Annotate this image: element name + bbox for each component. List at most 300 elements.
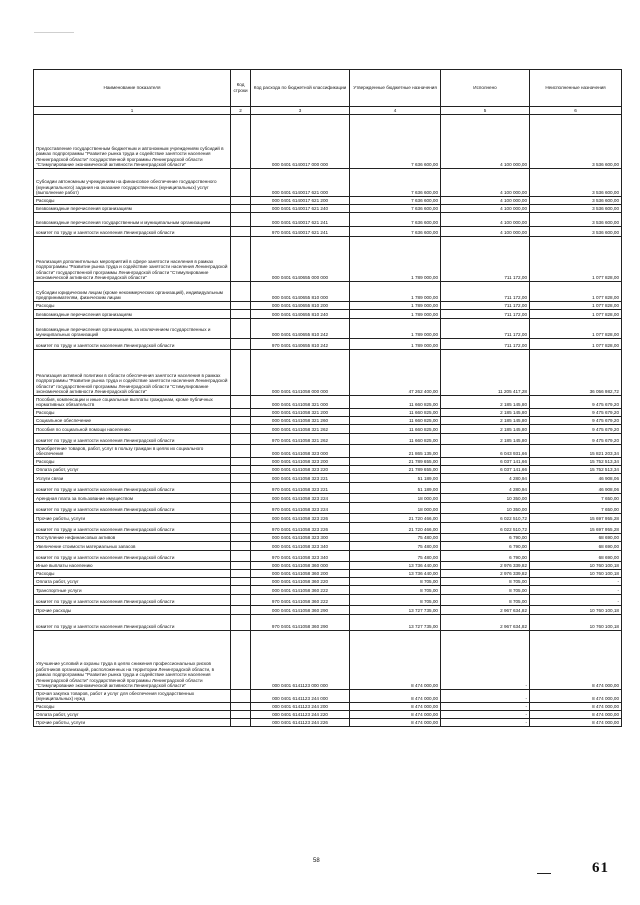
unexecuted-amount: 15 697 955,28 (530, 523, 622, 534)
indicator-name: Безвозмездные перечисления организациям, за исключением государственных и муниципальных организаций (34, 319, 231, 339)
approved-amount: 11 660 825,00 (350, 396, 441, 409)
expense-code: 000 0401 6141058 323 220 (251, 466, 350, 474)
unexecuted-amount: 1 077 828,00 (530, 339, 622, 350)
indicator-name: Расходы (34, 570, 231, 578)
executed-amount: 8 705,00 (441, 595, 530, 606)
line-code (231, 534, 251, 542)
unexecuted-amount: 7 650,00 (530, 503, 622, 514)
table-row (34, 474, 622, 483)
budget-report-sheet (33, 69, 621, 727)
table-row (34, 570, 622, 578)
unexecuted-amount: 9 475 679,20 (530, 396, 622, 409)
line-code (231, 227, 251, 237)
line-code (231, 523, 251, 534)
column-number: 6 (530, 107, 622, 115)
executed-amount: 4 100 000,00 (441, 227, 530, 237)
table-row (34, 551, 622, 562)
stamp-underline (537, 873, 551, 874)
indicator-name: Реализация активной политики в области обеспечения занятости населения в рамках подпрограммы "Развитие рынка труда и содействие занятости населения Ленинградской области" государственной программы Ленинградской области "Стимулирование экономической активности Ленинградской области" (34, 350, 231, 396)
table-row (34, 586, 622, 595)
table-row (34, 494, 622, 503)
table-row (34, 425, 622, 434)
indicator-name: комитет по труду и занятости населения Ленинградской области (34, 227, 231, 237)
unexecuted-amount: 10 760 100,18 (530, 615, 622, 631)
unexecuted-amount: 68 690,00 (530, 542, 622, 551)
unexecuted-amount: 3 536 600,00 (530, 205, 622, 213)
approved-amount: 21 720 466,00 (350, 523, 441, 534)
approved-amount: 11 660 825,00 (350, 417, 441, 425)
indicator-name: Иные выплаты населению (34, 562, 231, 570)
expense-code: 000 0401 6141058 000 000 (251, 350, 350, 396)
executed-amount: 2 185 145,80 (441, 434, 530, 445)
executed-amount: 4 280,94 (441, 474, 530, 483)
table-row (34, 350, 622, 396)
table-row (34, 703, 622, 711)
table-row (34, 319, 622, 339)
approved-amount: 8 474 000,00 (350, 719, 441, 727)
unexecuted-amount: 1 077 828,00 (530, 282, 622, 302)
expense-code: 000 0401 6141058 360 222 (251, 586, 350, 595)
table-row (34, 514, 622, 523)
indicator-name: Безвозмездные перечисления организациям (34, 205, 231, 213)
line-code (231, 631, 251, 690)
executed-amount: 6 037 141,66 (441, 466, 530, 474)
unexecuted-amount: 1 077 828,00 (530, 310, 622, 319)
expense-code: 970 0401 6140017 621 241 (251, 227, 350, 237)
line-code (231, 205, 251, 213)
executed-amount: 4 100 000,00 (441, 169, 530, 197)
expense-code: 000 0401 6141123 244 226 (251, 719, 350, 727)
approved-amount: 8 474 000,00 (350, 703, 441, 711)
line-code (231, 690, 251, 703)
approved-amount: 47 262 400,00 (350, 350, 441, 396)
table-row (34, 523, 622, 534)
indicator-name: Оплата работ, услуг (34, 466, 231, 474)
header-unexecuted: Неисполненные назначения (530, 70, 622, 107)
unexecuted-amount: 68 690,00 (530, 534, 622, 542)
indicator-name: комитет по труду и занятости населения Ленинградской области (34, 615, 231, 631)
indicator-name: Оплата работ, услуг (34, 711, 231, 719)
indicator-name: Безвозмездные перечисления государственным и муниципальным организациям (34, 213, 231, 227)
indicator-name: Пособия по социальной помощи населению (34, 425, 231, 434)
line-code (231, 339, 251, 350)
table-row (34, 396, 622, 409)
unexecuted-amount: 9 475 679,20 (530, 425, 622, 434)
indicator-name: комитет по труду и занятости населения Ленинградской области (34, 339, 231, 350)
unexecuted-amount: 36 056 982,72 (530, 350, 622, 396)
approved-amount: 11 660 825,00 (350, 425, 441, 434)
executed-amount: 711 172,00 (441, 282, 530, 302)
unexecuted-amount: - (530, 578, 622, 586)
executed-amount: - (441, 703, 530, 711)
unexecuted-amount: 15 752 513,34 (530, 458, 622, 466)
executed-amount: - (441, 711, 530, 719)
expense-code: 000 0401 6141058 323 340 (251, 542, 350, 551)
indicator-name: Расходы (34, 197, 231, 205)
table-row (34, 409, 622, 417)
unexecuted-amount: 1 077 828,00 (530, 302, 622, 310)
unexecuted-amount: 3 536 600,00 (530, 213, 622, 227)
expense-code: 000 0401 6140017 621 000 (251, 169, 350, 197)
executed-amount: 6 022 510,72 (441, 523, 530, 534)
expense-code: 970 0401 6141058 323 340 (251, 551, 350, 562)
indicator-name: Приобретение товаров, работ, услуг в пользу граждан в целях их социального обеспечения (34, 445, 231, 458)
executed-amount: 711 172,00 (441, 339, 530, 350)
table-row (34, 445, 622, 458)
unexecuted-amount: 46 908,06 (530, 483, 622, 494)
table-row (34, 578, 622, 586)
executed-amount: 6 037 141,66 (441, 458, 530, 466)
header-expense-code: Код расхода по бюджетной классификации (251, 70, 350, 107)
table-row (34, 711, 622, 719)
line-code (231, 237, 251, 282)
expense-code: 970 0401 6141058 323 226 (251, 523, 350, 534)
line-code (231, 350, 251, 396)
column-number: 3 (251, 107, 350, 115)
unexecuted-amount: 15 821 203,34 (530, 445, 622, 458)
indicator-name: Арендная плата за пользование имуществом (34, 494, 231, 503)
indicator-name: Предоставление государственным бюджетным и автономным учреждениям субсидий в рамках подпрограммы "Развитие рынка труда и содействие занятости населения Ленинградской области" государственной программы Ленинградской области "Стимулирование экономической активности Ленинградской области" (34, 115, 231, 169)
line-code (231, 503, 251, 514)
executed-amount: 2 185 145,80 (441, 417, 530, 425)
handwritten-page-stamp: 61 (592, 860, 609, 876)
executed-amount: 711 172,00 (441, 237, 530, 282)
header-line-code: Код строки (231, 70, 251, 107)
line-code (231, 483, 251, 494)
executed-amount: 6 043 931,66 (441, 445, 530, 458)
table-row (34, 542, 622, 551)
line-code (231, 578, 251, 586)
unexecuted-amount: 3 536 600,00 (530, 227, 622, 237)
column-number: 1 (34, 107, 231, 115)
approved-amount: 7 636 600,00 (350, 205, 441, 213)
line-code (231, 595, 251, 606)
line-code (231, 282, 251, 302)
approved-amount: 13 736 440,00 (350, 562, 441, 570)
executed-amount: 8 705,00 (441, 578, 530, 586)
budget-execution-table (33, 69, 622, 727)
table-row (34, 719, 622, 727)
table-row (34, 562, 622, 570)
expense-code: 970 0401 6141058 323 221 (251, 483, 350, 494)
indicator-name: Поступление нефинансовых активов (34, 534, 231, 542)
approved-amount: 8 705,00 (350, 595, 441, 606)
column-number: 2 (231, 107, 251, 115)
table-row (34, 690, 622, 703)
unexecuted-amount: 8 474 000,00 (530, 703, 622, 711)
approved-amount: 8 474 000,00 (350, 690, 441, 703)
executed-amount: 10 350,00 (441, 503, 530, 514)
expense-code: 000 0401 6140655 810 240 (251, 310, 350, 319)
unexecuted-amount: - (530, 586, 622, 595)
executed-amount: 10 350,00 (441, 494, 530, 503)
table-row (34, 115, 622, 169)
expense-code: 000 0401 6140017 621 241 (251, 213, 350, 227)
line-code (231, 319, 251, 339)
indicator-name: Безвозмездные перечисления организациям (34, 310, 231, 319)
approved-amount: 7 636 600,00 (350, 115, 441, 169)
unexecuted-amount: 9 475 679,20 (530, 409, 622, 417)
line-code (231, 213, 251, 227)
table-row (34, 310, 622, 319)
indicator-name: Транспортные услуги (34, 586, 231, 595)
expense-code: 000 0401 6141058 323 224 (251, 494, 350, 503)
indicator-name: комитет по труду и занятости населения Ленинградской области (34, 595, 231, 606)
unexecuted-amount: 3 536 600,00 (530, 169, 622, 197)
indicator-name: Социальное обеспечение (34, 417, 231, 425)
line-code (231, 586, 251, 595)
line-code (231, 434, 251, 445)
approved-amount: 75 480,00 (350, 551, 441, 562)
approved-amount: 7 636 600,00 (350, 227, 441, 237)
indicator-name: комитет по труду и занятости населения Ленинградской области (34, 551, 231, 562)
executed-amount: 711 172,00 (441, 319, 530, 339)
expense-code: 970 0401 6141058 321 262 (251, 434, 350, 445)
executed-amount: - (441, 631, 530, 690)
table-row (34, 595, 622, 606)
line-code (231, 615, 251, 631)
unexecuted-amount: 8 474 000,00 (530, 690, 622, 703)
table-header-row (34, 70, 622, 107)
line-code (231, 474, 251, 483)
executed-amount: 4 280,94 (441, 483, 530, 494)
table-row (34, 503, 622, 514)
column-number: 4 (350, 107, 441, 115)
scan-artifact (34, 32, 74, 33)
expense-code: 000 0401 6141058 323 221 (251, 474, 350, 483)
header-executed: Исполнено (441, 70, 530, 107)
executed-amount: 6 790,00 (441, 542, 530, 551)
page-number: 58 (313, 858, 320, 864)
expense-code: 000 0401 6141058 360 290 (251, 606, 350, 615)
approved-amount: 21 720 466,00 (350, 514, 441, 523)
executed-amount: 6 022 510,72 (441, 514, 530, 523)
indicator-name: Расходы (34, 458, 231, 466)
line-code (231, 302, 251, 310)
indicator-name: Прочие расходы (34, 606, 231, 615)
table-row (34, 237, 622, 282)
indicator-name: Пособия, компенсации и иные социальные выплаты гражданам, кроме публичных нормативных обязательств (34, 396, 231, 409)
header-indicator-name: Наименование показателя (34, 70, 231, 107)
unexecuted-amount: 10 760 100,18 (530, 570, 622, 578)
approved-amount: 18 000,00 (350, 494, 441, 503)
executed-amount: 2 185 145,80 (441, 425, 530, 434)
expense-code: 000 0401 6140017 000 000 (251, 115, 350, 169)
table-row (34, 483, 622, 494)
table-row (34, 458, 622, 466)
expense-code: 000 0401 6141058 323 226 (251, 514, 350, 523)
indicator-name: комитет по труду и занятости населения Ленинградской области (34, 503, 231, 514)
approved-amount: 8 474 000,00 (350, 711, 441, 719)
expense-code: 000 0401 6141058 321 262 (251, 425, 350, 434)
table-row (34, 434, 622, 445)
approved-amount: 13 736 440,00 (350, 570, 441, 578)
line-code (231, 562, 251, 570)
approved-amount: 21 789 655,00 (350, 466, 441, 474)
line-code (231, 606, 251, 615)
executed-amount: 2 185 145,80 (441, 396, 530, 409)
unexecuted-amount: 10 760 100,18 (530, 562, 622, 570)
approved-amount: 13 727 735,00 (350, 615, 441, 631)
table-row (34, 417, 622, 425)
executed-amount: 4 100 000,00 (441, 205, 530, 213)
approved-amount: 1 789 000,00 (350, 282, 441, 302)
unexecuted-amount: 3 536 600,00 (530, 115, 622, 169)
indicator-name: Оплата работ, услуг (34, 578, 231, 586)
indicator-name: Расходы (34, 302, 231, 310)
expense-code: 000 0401 6140017 621 200 (251, 197, 350, 205)
approved-amount: 75 480,00 (350, 542, 441, 551)
table-row (34, 631, 622, 690)
expense-code: 970 0401 6141058 360 290 (251, 615, 350, 631)
approved-amount: 75 480,00 (350, 534, 441, 542)
approved-amount: 7 636 600,00 (350, 213, 441, 227)
approved-amount: 7 636 600,00 (350, 197, 441, 205)
unexecuted-amount: 68 690,00 (530, 551, 622, 562)
table-row (34, 615, 622, 631)
table-body (34, 115, 622, 727)
executed-amount: 8 705,00 (441, 586, 530, 595)
table-row (34, 534, 622, 542)
executed-amount: 2 967 634,82 (441, 615, 530, 631)
unexecuted-amount: 8 474 000,00 (530, 711, 622, 719)
expense-code: 000 0401 6141058 321 200 (251, 409, 350, 417)
expense-code: 000 0401 6141058 323 300 (251, 534, 350, 542)
expense-code: 000 0401 6141058 360 220 (251, 578, 350, 586)
column-number: 5 (441, 107, 530, 115)
expense-code: 000 0401 6140655 810 000 (251, 282, 350, 302)
approved-amount: 1 789 000,00 (350, 302, 441, 310)
approved-amount: 11 660 825,00 (350, 434, 441, 445)
unexecuted-amount: - (530, 595, 622, 606)
line-code (231, 197, 251, 205)
expense-code: 970 0401 6140655 810 242 (251, 339, 350, 350)
indicator-name: Прочие работы, услуги (34, 719, 231, 727)
line-code (231, 169, 251, 197)
executed-amount: 6 790,00 (441, 534, 530, 542)
table-row (34, 302, 622, 310)
executed-amount: - (441, 719, 530, 727)
unexecuted-amount: 8 474 000,00 (530, 719, 622, 727)
unexecuted-amount: 3 536 600,00 (530, 197, 622, 205)
table-row (34, 606, 622, 615)
indicator-name: Реализация дополнительных мероприятий в сфере занятости населения в рамках подпрограммы "Развитие рынка труда и содействие занятости населения Ленинградской области" государственной программы Ленинградской области "Стимулирование экономической активности Ленинградской области" (34, 237, 231, 282)
line-code (231, 551, 251, 562)
table-row (34, 205, 622, 213)
indicator-name: комитет по труду и занятости населения Ленинградской области (34, 523, 231, 534)
executed-amount: 2 976 339,82 (441, 570, 530, 578)
indicator-name: Расходы (34, 703, 231, 711)
unexecuted-amount: 1 077 828,00 (530, 319, 622, 339)
executed-amount: 4 100 000,00 (441, 115, 530, 169)
indicator-name: Прочая закупка товаров, работ и услуг для обеспечения государственных (муниципальных) нужд (34, 690, 231, 703)
executed-amount: 4 100 000,00 (441, 213, 530, 227)
line-code (231, 466, 251, 474)
approved-amount: 1 789 000,00 (350, 339, 441, 350)
expense-code: 000 0401 6141058 360 000 (251, 562, 350, 570)
line-code (231, 409, 251, 417)
executed-amount: 2 976 339,82 (441, 562, 530, 570)
expense-code: 000 0401 6141058 323 000 (251, 445, 350, 458)
unexecuted-amount: 9 475 679,20 (530, 417, 622, 425)
expense-code: 970 0401 6141058 360 222 (251, 595, 350, 606)
expense-code: 000 0401 6141058 321 260 (251, 417, 350, 425)
expense-code: 000 0401 6141058 321 000 (251, 396, 350, 409)
indicator-name: Прочие работы, услуги (34, 514, 231, 523)
approved-amount: 21 865 135,00 (350, 445, 441, 458)
line-code (231, 494, 251, 503)
expense-code: 970 0401 6141058 323 224 (251, 503, 350, 514)
line-code (231, 458, 251, 466)
approved-amount: 1 789 000,00 (350, 237, 441, 282)
indicator-name: Увеличение стоимости материальных запасов (34, 542, 231, 551)
approved-amount: 8 705,00 (350, 578, 441, 586)
approved-amount: 1 789 000,00 (350, 319, 441, 339)
approved-amount: 51 189,00 (350, 474, 441, 483)
executed-amount: - (441, 690, 530, 703)
indicator-name: Услуги связи (34, 474, 231, 483)
approved-amount: 11 660 825,00 (350, 409, 441, 417)
header-approved: Утвержденные бюджетные назначения (350, 70, 441, 107)
approved-amount: 51 189,00 (350, 483, 441, 494)
approved-amount: 13 727 735,00 (350, 606, 441, 615)
indicator-name: Расходы (34, 409, 231, 417)
expense-code: 000 0401 6141058 323 200 (251, 458, 350, 466)
line-code (231, 711, 251, 719)
approved-amount: 21 789 655,00 (350, 458, 441, 466)
unexecuted-amount: 46 908,06 (530, 474, 622, 483)
unexecuted-amount: 1 077 828,00 (530, 237, 622, 282)
expense-code: 000 0401 6140655 810 200 (251, 302, 350, 310)
table-row (34, 169, 622, 197)
line-code (231, 115, 251, 169)
executed-amount: 2 967 634,82 (441, 606, 530, 615)
expense-code: 000 0401 6140655 810 242 (251, 319, 350, 339)
unexecuted-amount: 8 474 000,00 (530, 631, 622, 690)
line-code (231, 719, 251, 727)
line-code (231, 396, 251, 409)
line-code (231, 542, 251, 551)
indicator-name: Улучшение условий и охраны труда в целях снижения профессиональных рисков работников организаций, расположенных на территории Ленинградской области, в рамках подпрограммы "Развитие рынка труда и содействие занятости населения Ленинградской области" государственной программы Ленинградской области "Стимулирование экономической активности Ленинградской области" (34, 631, 231, 690)
approved-amount: 7 636 600,00 (350, 169, 441, 197)
line-code (231, 703, 251, 711)
unexecuted-amount: 7 650,00 (530, 494, 622, 503)
indicator-name: комитет по труду и занятости населения Ленинградской области (34, 483, 231, 494)
expense-code: 000 0401 6141123 000 000 (251, 631, 350, 690)
line-code (231, 310, 251, 319)
table-row (34, 339, 622, 350)
executed-amount: 711 172,00 (441, 310, 530, 319)
table-row (34, 466, 622, 474)
expense-code: 000 0401 6140017 621 240 (251, 205, 350, 213)
executed-amount: 711 172,00 (441, 302, 530, 310)
line-code (231, 445, 251, 458)
expense-code: 000 0401 6141123 244 220 (251, 711, 350, 719)
executed-amount: 11 205 417,28 (441, 350, 530, 396)
approved-amount: 18 000,00 (350, 503, 441, 514)
indicator-name: Субсидии автономным учреждениям на финансовое обеспечение государственного (муниципального) задания на оказание государственных (муниципальных) услуг (выполнение работ) (34, 169, 231, 197)
expense-code: 000 0401 6141123 244 200 (251, 703, 350, 711)
unexecuted-amount: 10 760 100,18 (530, 606, 622, 615)
expense-code: 000 0401 6141123 244 000 (251, 690, 350, 703)
line-code (231, 570, 251, 578)
table-row (34, 227, 622, 237)
approved-amount: 8 474 000,00 (350, 631, 441, 690)
table-row (34, 213, 622, 227)
expense-code: 000 0401 6140655 000 000 (251, 237, 350, 282)
expense-code: 000 0401 6141058 360 200 (251, 570, 350, 578)
indicator-name: Субсидии юридическим лицам (кроме некоммерческих организаций), индивидуальным предпринимателям, физическим лицам (34, 282, 231, 302)
